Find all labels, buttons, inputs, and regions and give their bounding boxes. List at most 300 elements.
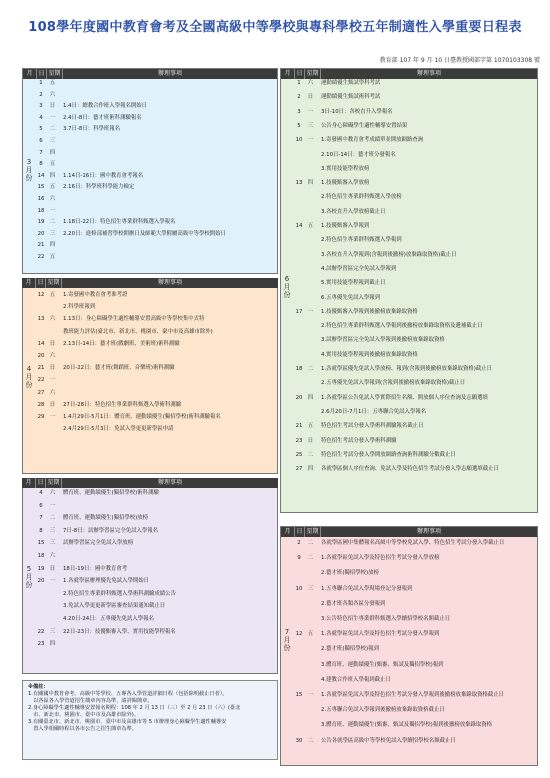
weekday-cell [46,616,59,622]
weekday-cell [304,707,317,713]
day-cell [36,591,46,597]
table-row [36,329,276,335]
item-cell: 4.20日-24日：五專優先免試入學報名 [63,616,154,622]
table-row [36,219,276,225]
weekday-cell [304,252,317,258]
day-cell [294,646,304,652]
weekday-cell: 六 [49,196,56,202]
item-cell: 1.寄發國中教育會考准考證 [63,292,128,298]
day-cell: 22 [37,377,45,384]
day-cell: 4 [39,490,43,496]
day-cell: 5 [39,126,43,133]
table-row [294,409,536,415]
item-cell: 2.五專優先免試入學報到(含報到後撤榜放棄錄取資格)截止日 [321,380,466,387]
item-cell: 公告各就學區高級中等學校免試入學續招學校名額截止日 [321,737,456,744]
weekday-cell [304,152,317,158]
table-row [294,423,536,429]
weekday-cell [304,337,317,343]
day-cell: 18 [37,207,45,214]
weekday-cell: 日 [49,401,56,408]
item-cell: 1.各就學區免試入學及特色招生考試分發入學報到 [321,631,440,638]
item-cell: 6.五專優先免試入學報到 [321,294,381,301]
item-cell: 特色招生考試分發入學開放網路查詢術科測驗分數截止日 [321,451,456,458]
issue-number: 教育部 107 年 9 月 10 日臺教授國部字第 1070103308 號 [379,57,540,64]
weekday-cell: 二 [307,451,314,458]
day-cell [294,570,304,576]
table-row [36,490,276,496]
item-cell: 公告身心障礙學生適性輔導安置結果 [321,122,408,129]
weekday-cell: 四 [307,466,314,473]
item-cell: 1.各就學區辦理優先免試入學開始日 [63,578,150,585]
item-cell: 2.特色招生專業群科甄選入學放榜 [321,194,402,201]
table-row [36,150,276,156]
table-row [36,603,276,609]
weekday-cell [304,409,317,415]
item-cell: 1.各就學區優先免試入學放榜、報到(含報到後撤榜放棄錄取資格)截止日 [321,366,493,372]
table-row [36,414,276,420]
table-row [294,662,536,668]
weekday-cell [304,352,317,358]
day-cell: 8 [39,527,43,534]
table-row [36,365,276,371]
weekday-cell: 五 [49,161,56,168]
item-cell: 2.特色招生專業群科甄選入學報到後撤榜放棄錄取資格及遞補截止日 [321,323,483,330]
item-cell: 27日-28日：特色招生專業群科甄選入學術科測驗 [63,401,182,408]
day-cell: 3 [297,108,301,115]
table-row [36,341,276,347]
table-row [294,94,536,100]
weekday-cell [304,194,317,200]
month-label-july: 7月份 [283,628,291,652]
weekday-cell: 二 [49,219,56,226]
day-cell: 1 [297,80,301,86]
item-cell: 2.10日-14日：藝才班分發報名 [321,151,396,158]
table-row [294,266,536,272]
day-cell [294,662,304,668]
item-cell: 3.免試入學更更新學區審查結果通知截止日 [63,603,166,610]
weekday-cell: 三 [49,628,56,635]
item-cell: 1.18日-22日：特色招生專業群科甄選入學報名 [63,219,176,226]
day-cell [294,237,304,243]
day-cell: 17 [295,308,303,315]
table-row [294,209,536,215]
table-row [36,254,276,260]
weekday-cell: 二 [307,366,314,372]
note-line: 置入學相關時程以各市公告之招生簡章為準。 [28,726,137,732]
table-row [36,126,276,132]
item-cell: 1.五專聯合免試入學現場登記分發報到 [321,585,413,592]
weekday-cell [304,266,317,272]
weekday-cell [46,603,59,609]
item-cell [59,242,276,248]
weekday-cell: 日 [49,103,56,110]
day-cell: 18 [37,553,45,559]
weekday-cell: 五 [307,423,314,430]
day-cell [294,352,304,358]
table-row [294,438,536,444]
table-row [36,503,276,509]
weekday-cell: 一 [307,308,314,315]
item-cell: 2.4月29日-5月3日：免試入學更更新學區申請 [63,426,174,433]
weekday-cell [304,280,317,286]
day-cell [36,329,46,335]
notes-box [22,680,278,760]
day-cell: 8 [39,161,43,168]
month-label-may: 5月份 [25,565,33,589]
table-row [294,646,536,652]
item-cell: 7日-8日：試辦學習區完全免試入學報名 [63,527,159,534]
day-cell: 27 [37,389,45,396]
table-row [294,570,536,576]
day-cell: 19 [37,565,45,572]
table-row [294,252,536,258]
table-row [294,616,536,622]
weekday-cell: 三 [49,230,56,237]
weekday-cell: 一 [49,114,56,121]
item-cell: 1.14日-16日：國中教育會考報名 [63,172,144,179]
day-cell: 9 [297,555,301,562]
table-row [36,515,276,521]
page-title: 108學年度國中教育會考及全國高級中等學校與專科學校五年制適性入學重要日程表 [28,20,522,35]
item-cell: 3.各校直升入學報到(含報到後撤榜)放棄錄取資格)截止日 [321,251,457,258]
item-cell [59,208,276,214]
item-cell: 1.技優甄審入學放榜 [321,180,370,187]
item-cell: 20日-22日：藝才班(舞蹈班、音樂班)術科測驗 [63,365,175,372]
weekday-cell: 六 [307,80,314,86]
day-cell [294,337,304,343]
table-row [36,92,276,98]
weekday-cell: 六 [49,316,56,323]
day-cell [36,603,46,609]
item-cell [59,353,276,359]
weekday-cell: 四 [49,149,56,156]
table-row [294,309,536,315]
weekday-cell [304,646,317,652]
weekday-cell: 二 [49,126,56,133]
weekday-cell [304,323,317,329]
table-row [36,528,276,534]
weekday-cell: 三 [49,138,56,144]
table-row [36,316,276,322]
day-cell [36,616,46,622]
item-cell: 3.體育班、運動績優生(甄審、甄試及獨招學校)報到後撤榜放棄錄取資格 [321,722,493,729]
day-cell [294,266,304,272]
table-row [36,208,276,214]
weekday-cell: 三 [49,540,56,547]
day-cell: 23 [37,641,45,648]
item-cell: 1.技優甄審入學報到 [321,223,370,229]
weekday-cell: 一 [307,108,314,115]
table-row [294,677,536,683]
day-cell: 2 [297,94,301,101]
table-row [36,641,276,647]
table-row [294,337,536,343]
month-label-april: 4月份 [25,365,33,389]
table-header-april: 月 日 星期 辦理事項 [22,278,278,288]
day-cell: 25 [295,451,303,458]
weekday-cell: 六 [49,490,56,496]
table-row [36,540,276,546]
note-line: ※備註： [28,684,49,690]
table-row [36,196,276,202]
item-cell [59,553,276,559]
day-cell [294,677,304,683]
item-cell [59,390,276,396]
weekday-cell: 一 [307,692,314,698]
day-cell [294,252,304,258]
weekday-cell [304,677,317,683]
table-row [294,152,536,158]
table-row [294,223,536,229]
day-cell: 5 [297,122,301,129]
note-line: 2.身心障礙學生適性輔導安置報名期程：108 年 2 月 13 日（三）至 2 月 23 日（六）(臺北 [28,705,241,711]
item-cell [59,150,276,156]
weekday-cell: 六 [49,91,56,98]
item-cell: 2.藝才班(獨招學校)放榜 [321,570,379,577]
weekday-cell: 一 [49,377,56,384]
weekday-cell: 一 [49,578,56,585]
table-row [36,578,276,584]
table-row [294,707,536,713]
day-cell: 20 [37,578,45,585]
weekday-cell: 一 [307,137,314,144]
item-cell: 1.各就學區免試入學及特色招生考試分發入學報到後撤榜放棄錄取資格截止日 [321,692,505,698]
item-cell: 1.13日：身心障礙學生適性輔導安置高級中等學校集中式特 [63,316,205,323]
day-cell: 21 [37,365,45,372]
day-cell: 3 [39,103,43,110]
day-cell: 15 [295,692,303,698]
item-cell: 3.7日-8日：科學班報名 [63,126,121,133]
table-row [36,173,276,179]
weekday-cell: 一 [49,207,56,214]
weekday-cell [304,209,317,215]
table-row [294,452,536,458]
month-label-march: 3月份 [25,158,33,182]
weekday-cell [46,591,59,597]
table-row [294,692,536,698]
item-cell: 22日-23日：技優甄審入學、實用技能學程報名 [63,628,176,635]
item-cell [59,80,276,86]
item-cell: 3.體育班、運動績優生(甄審、甄試及獨招學校)報到 [321,661,444,668]
day-cell: 27 [295,466,303,473]
month-label-june: 6月份 [283,275,291,299]
day-cell: 29 [37,414,45,420]
weekday-cell: 五 [307,223,314,229]
table-row [294,631,536,637]
item-cell [59,92,276,98]
day-cell: 20 [37,230,45,237]
table-row [294,586,536,592]
weekday-cell [304,722,317,728]
item-cell: 1.技優甄審入學報到後撤榜放棄錄取資格 [321,308,418,315]
table-row [294,540,536,546]
note-line: 1.有關國中教育會考、高級中等學校、五專各入學管道詳細日程（包括除明截止日者）， [28,691,228,697]
day-cell: 28 [37,401,45,408]
day-cell: 6 [39,138,43,144]
day-cell: 13 [37,316,45,323]
item-cell: 1.各就學區公告免試入學實際招生名額、開放個人序位查詢及志願選填 [321,394,488,401]
day-cell: 15 [37,540,45,547]
table-row [294,194,536,200]
note-line: 市、新北市、桃園市、臺中市及高雄市除外)。 [28,712,139,718]
weekday-cell: 四 [49,641,56,648]
day-cell: 22 [37,628,45,635]
weekday-cell: 五 [49,184,56,191]
weekday-cell [46,329,59,335]
day-cell: 14 [37,172,45,179]
table-row [294,295,536,301]
item-cell: 4.試辦學習區完全免試入學報到 [321,265,397,272]
day-cell: 13 [295,180,303,187]
day-cell: 19 [37,219,45,226]
note-line: 以各區各入學管道招生簡章內容為準，請詳閱簡章。 [28,698,153,704]
item-cell: 各就學區個人序位查詢、免試入學及特色招生考試分發入學志願選填截止日 [321,466,499,473]
item-cell: 2.13日-14日：藝才班(戲劇班、美術班)術科測驗 [63,340,180,347]
weekday-cell: 日 [49,565,56,572]
day-cell: 14 [37,340,45,347]
item-cell: 2.特色招生專業群科甄選入學報到 [321,237,402,244]
weekday-cell [304,616,317,622]
weekday-cell: 五 [49,254,56,260]
item-cell: 4.實用技能學程報到後撤榜放棄錄取資格 [321,351,418,358]
weekday-cell: 二 [307,737,314,744]
table-row [36,591,276,597]
table-row [294,352,536,358]
day-cell [36,304,46,310]
day-cell [294,616,304,622]
item-cell: 18日-19日：國中教育會考 [63,565,128,572]
day-cell [294,409,304,415]
table-row [294,395,536,401]
item-cell: 1.4月29日-5月1日：體育班、運動績優生(獨招學校)術科測驗報名 [63,414,221,420]
item-cell: 特色招生考試分發入學術科測驗報名截止日 [321,423,424,430]
weekday-cell: 二 [307,540,314,546]
item-cell: 1.4日：總教合作班入學報名開始日 [63,103,148,110]
item-cell: 3.試辦學習區完全免試入學報到後撤榜放棄錄取資格 [321,337,445,344]
item-cell [59,196,276,202]
day-cell: 23 [295,437,303,444]
weekday-cell [304,295,317,301]
weekday-cell: 日 [307,437,314,444]
day-cell: 16 [37,196,45,202]
table-row [36,184,276,190]
table-row [294,180,536,186]
table-row [36,353,276,359]
table-row [36,377,276,383]
weekday-cell: 六 [49,553,56,559]
table-row [36,402,276,408]
day-cell: 1 [39,80,43,86]
day-cell [294,166,304,172]
item-cell: 2.6月20日-7月1日：五專聯合免試入學報名 [321,408,427,415]
item-cell: 2.16日：科學班科學能力檢定 [63,184,135,191]
weekday-cell [304,601,317,607]
day-cell [294,380,304,386]
weekday-cell [304,570,317,576]
item-cell [59,254,276,260]
item-cell: 體育班、運動績優生(獨招學校)放榜 [63,515,149,522]
day-cell [294,323,304,329]
table-row [36,292,276,298]
item-cell: 體育班、運動績優生(獨招學校)術科測驗 [63,490,159,496]
item-cell: 3.公告特色招生專業群科甄選入學續招學校名額截止日 [321,616,451,622]
table-row [36,231,276,237]
table-row [294,137,536,143]
item-cell: 教班能力評估(臺北市、新北市、桃園市、臺中市及高雄市除外) [63,328,213,335]
weekday-cell: 五 [49,80,56,86]
item-cell: 1.各就學區免試入學及特色招生考試分發入學放榜 [321,555,440,562]
weekday-cell: 三 [307,122,314,129]
table-row [36,304,276,310]
weekday-cell: 五 [49,292,56,298]
weekday-cell: 四 [49,172,56,179]
day-cell [294,601,304,607]
day-cell: 12 [295,631,303,638]
item-cell [59,503,276,509]
weekday-cell: 日 [307,94,314,101]
day-cell: 21 [295,423,303,430]
note-line: 3.有關臺北市、新北市、桃園市、臺中市及高雄市等 5 市辦理身心障礙學生適性輔導安 [28,719,227,725]
day-cell [294,209,304,215]
day-cell: 4 [39,114,43,121]
item-cell [59,641,276,647]
table-row [36,242,276,248]
table-row [36,115,276,121]
day-cell: 6 [39,502,43,509]
item-cell: 運動績優生甄試學科考試 [321,80,381,86]
day-cell: 7 [39,515,43,522]
weekday-cell: 四 [49,242,56,249]
day-cell [294,722,304,728]
table-row [294,366,536,372]
item-cell: 2.20日：進修部補習學校開辦日及師範大學附屬高級中等學校開始日 [63,230,226,237]
item-cell [59,377,276,383]
day-cell: 30 [295,737,303,744]
table-row [294,466,536,472]
table-row [294,237,536,243]
day-cell: 20 [295,394,303,401]
table-row [36,138,276,144]
weekday-cell: 日 [49,340,56,347]
day-cell: 18 [295,366,303,372]
day-cell: 12 [37,292,45,298]
table-header-may: 月 日 星期 辦理事項 [22,478,278,488]
item-cell: 1.寄發國中教育會考成績單並開放網路查詢 [321,137,424,144]
item-cell: 2.藝才班各類各區分發報到 [321,600,386,607]
item-cell: 2.4日-8日：藝才班術科測驗報名 [63,114,142,121]
weekday-cell: 六 [49,389,56,396]
table-row [36,390,276,396]
table-row [36,161,276,167]
weekday-cell: 四 [307,180,314,187]
weekday-cell: 一 [49,414,56,420]
item-cell: 2.藝才班(獨招學校)報到 [321,646,379,653]
table-row [294,280,536,286]
weekday-cell [304,380,317,386]
table-row [294,722,536,728]
table-row [36,616,276,622]
weekday-cell: 三 [307,585,314,592]
item-cell: 2.科學班報到 [63,304,96,311]
item-cell: 3.各校直升入學放榜截止日 [321,208,386,215]
day-cell [294,707,304,713]
table-row [294,323,536,329]
weekday-cell: 五 [307,631,314,638]
day-cell [294,152,304,158]
table-row [36,629,276,635]
table-row [36,553,276,559]
weekday-cell: 日 [49,365,56,372]
